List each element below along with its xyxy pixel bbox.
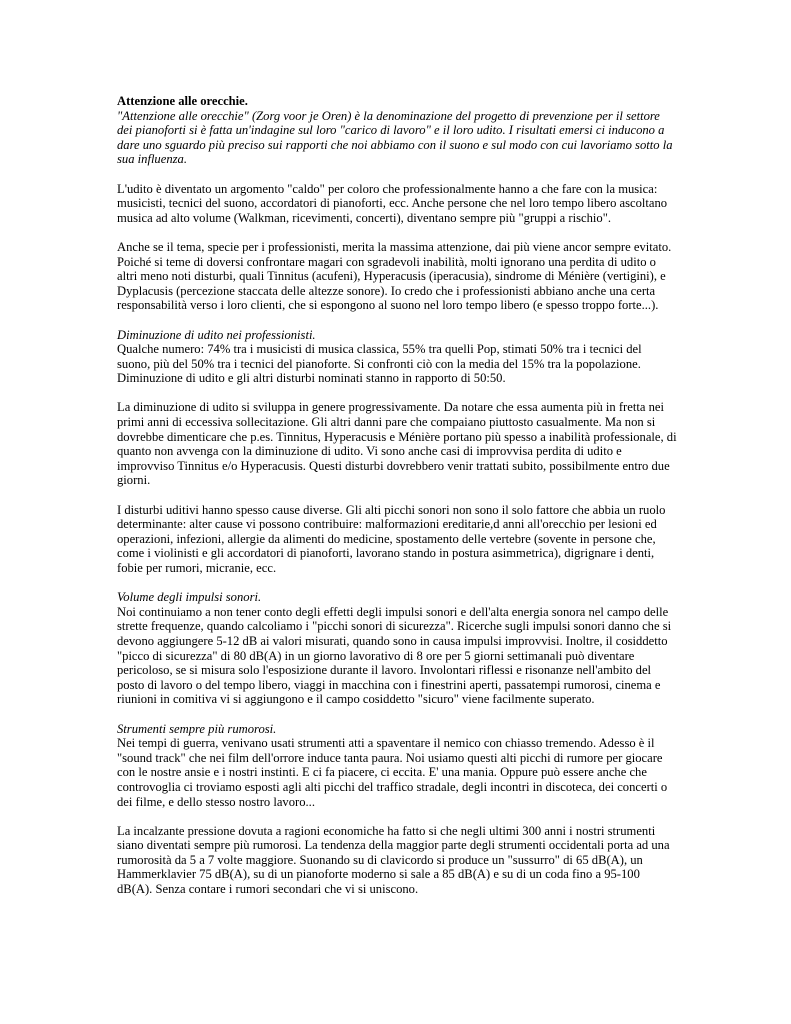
section-heading: Strumenti sempre più rumorosi. [117,721,277,736]
document-title: Attenzione alle orecchie. [117,94,248,108]
section-paragraph: Qualche numero: 74% tra i musicisti di musica classica, 55% tra quelli Pop, stimati 50% tra i tecnici del suono, più del 50% tra i tecnici del pianoforte. Si confronti ciò con la media del 15% tra la popolazione. Diminuzione di udito e gli altri disturbi nominati stanno in rapporto di 50:50. [117,342,642,386]
spacer [117,167,677,182]
section-paragraph: Noi continuiamo a non tener conto degli effetti degli impulsi sonori e dell'alta energia sonora nel campo delle strette frequenze, quando calcoliamo i "picchi sonori di sicurezza". Ricerche sugli impulsi sonori danno che si devono aggiungere 5-12 dB ai valori misurati, quando sono in causa impulsi improvvisi. Inoltre, il cosiddetto "picco di sicurezza" di 80 dB(A) in un giorno lavorativo di 8 ore per 5 giorni settimanali può diventare pericoloso, se si misura solo l'esposizione durante il lavoro. Involontari riflessi e risonanze nell'ambito del posto di lavoro o del tempo libero, viaggi in macchina con i finestrini aperti, passatempi rumorosi, cinema e riunioni in comitiva vi si aggiungono e il campo cosiddetto "sicuro" viene facilmente superato. [117,604,672,707]
paragraph-cause: I disturbi uditivi hanno spesso cause diverse. Gli alti picchi sonori non sono il solo fattore che abbia un ruolo determinante: alter cause vi possono contribuire: malformazioni ereditarie,d anni all'orecchio per lesioni ed operazioni, infezioni, allergie da alimenti do medicine, spostamento delle vertebre (sovente in persone che, come i violinisti e gli accordatori di pianoforti, lavorano stando in postura asimmetrica), digrignare i denti, fobie per rumori, micranie, ecc. [117,502,666,575]
paragraph-udito: L'udito è diventato un argomento "caldo" per coloro che professionalmente hanno a che fare con la musica: musicisti, tecnici del suono, accordatori di pianoforti, ecc. Anche persone che nel loro tempo libero ascoltano musica ad alto volume (Walkman, ricevimenti, concerti), diventano sempre più "gruppi a rischio". [117,181,668,225]
section-heading: Volume degli impulsi sonori. [117,590,262,605]
section-heading: Diminuzione di udito nei professionisti. [117,327,316,342]
paragraph-strumenti: La incalzante pressione dovuta a ragioni economiche ha fatto si che negli ultimi 300 anni i nostri strumenti siano diventati sempre più rumorosi. La tendenza della maggior parte degli strumenti occidentali porta ad una rumorosità da 5 a 7 volte maggiore. Suonando su di clavicordo si produce un "sussurro" di 65 dB(A), un Hammerklavier 75 dB(A), su di un pianoforte moderno si sale a 85 dB(A) e su di un coda fino a 95-100 dB(A). Senza contare i rumori secondari che vi si uniscono. [117,823,670,897]
section-paragraph: Nei tempi di guerra, venivano usati strumenti atti a spaventare il nemico con chiasso tremendo. Adesso è il "sound track" che nei film dell'orrore induce tanta paura. Noi usiamo questi alti picchi di rumore per giocare con le nostre ansie e i nostri instinti. E ci fa piacere, ci eccita. E' una mania. Oppure può essere anche che controvoglia ci troviamo esposti agli alti picchi del traffico stradale, degli incontri in discoteca, dei concerti o dei filme, e dello stesso nostro lavoro... [117,736,668,809]
paragraph-progressione: La diminuzione di udito si sviluppa in genere progressivamente. Da notare che essa aumenta più in fretta nei primi anni di eccessiva sollecitazione. Gli altri danni pare che compaiano piuttosto casualmente. Ma non si dovrebbe dimenticare che p.es. Tinnitus, Hyperacusis e Ménière portano più spesso a inabilità professionale, di quanto non avvenga con la diminuzione di udito. Vi sono anche casi di improvvisa perdita di udito e improvviso Tinnitus e/o Hyperacusis. Questi disturbi dovrebbero venir trattati subito, possibilmente entro due giorni. [117,400,677,488]
document-intro: "Attenzione alle orecchie" (Zorg voor je Oren) è la denominazione del progetto di prevenzione per il settore dei pianoforti si è fatta un'indagine sul loro "carico di lavoro" e il loro udito. I risultati emersi ci inducono a dare uno sguardo più preciso sui rapporti che noi abbiamo con il suono e sul modo con cui lavoriamo sotto la sua influenza. [117,108,673,167]
section-diminuzione-udito [117,328,677,386]
section-strumenti-rumorosi [117,722,677,810]
section-volume-impulsi [117,590,677,707]
paragraph-tema: Anche se il tema, specie per i professionisti, merita la massima attenzione, dai più viene ancor sempre evitato. Poiché si teme di doversi confrontare magari con sgradevoli inabilità, molti ignorano una perdita di udito o altri meno noti disturbi, quali Tinnitus (acufeni), Hyperacusis (iperacusia), sindrome di Ménière (vertigini), e Dyplacusis (percezione staccata delle altezze sonore). Io credo che i professionisti abbiano anche una certa responsabilità verso i loro clienti, che si espongono al suono nel loro tempo libero (e spesso troppo forte...). [117,239,672,313]
document-page [117,94,677,911]
